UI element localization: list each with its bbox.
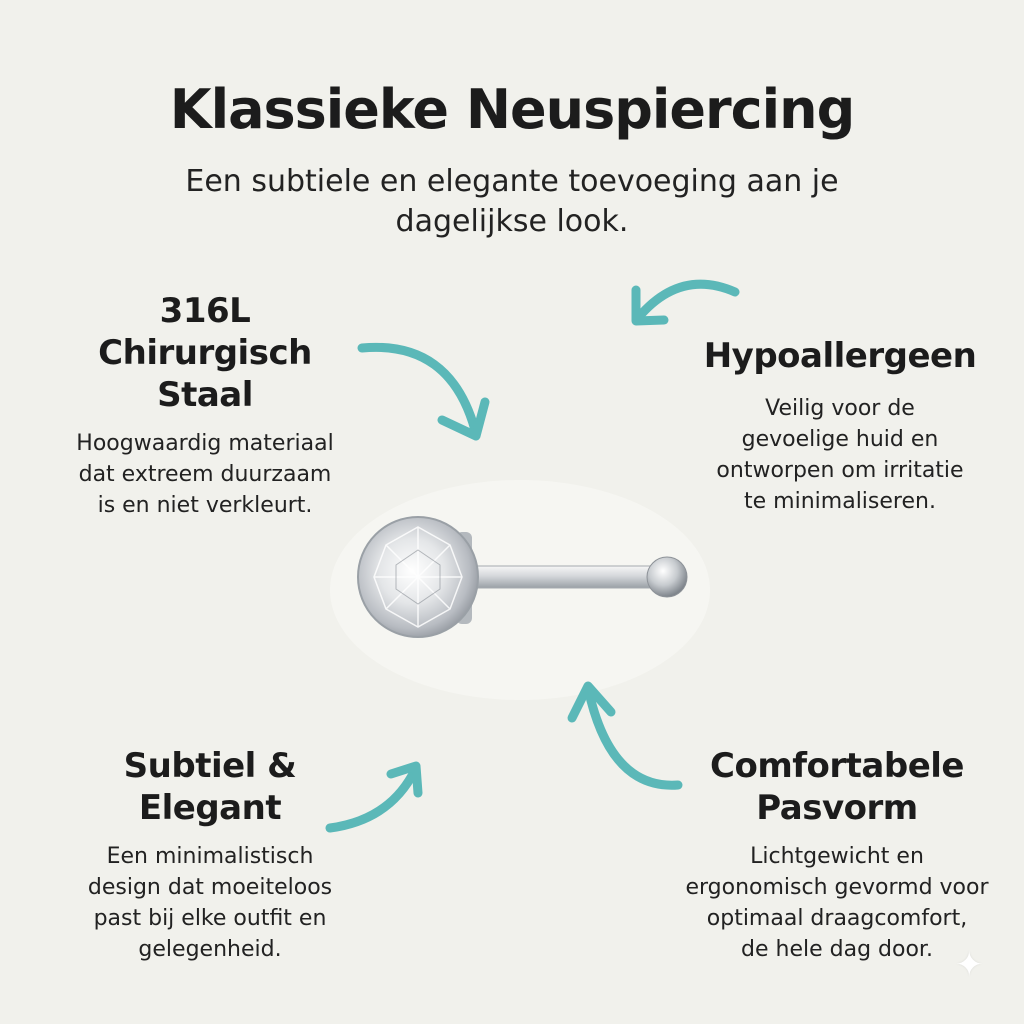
heading-line: Pasvorm bbox=[756, 788, 918, 828]
heading-line: Comfortabele bbox=[710, 746, 964, 786]
text-line: design dat moeiteloos bbox=[87, 875, 333, 900]
text-line: Veilig voor de bbox=[765, 396, 915, 421]
text-line: de hele dag door. bbox=[741, 937, 933, 962]
text-line: dat extreem duurzaam bbox=[78, 462, 332, 487]
text-line: optimaal draagcomfort, bbox=[706, 906, 968, 931]
arrow-icon bbox=[362, 347, 485, 436]
arrow-icon bbox=[330, 766, 418, 828]
sparkle-icon: ✦ bbox=[955, 945, 984, 985]
text-line: Een minimalistisch bbox=[106, 844, 314, 869]
page-subtitle: Een subtiele en elegante toevoeging aan je dagelijkse look. bbox=[185, 164, 839, 239]
text-line: Hoogwaardig materiaal bbox=[76, 431, 334, 456]
text-line: past bij elke outfit en bbox=[93, 906, 327, 931]
heading-line: 316L bbox=[159, 291, 251, 331]
text-line: Lichtgewicht en bbox=[750, 844, 924, 869]
text-line: is en niet verkleurt. bbox=[97, 493, 313, 518]
text-line: gevoelige huid en bbox=[741, 427, 939, 452]
heading-line: Subtiel & bbox=[123, 746, 297, 786]
heading-line: Elegant bbox=[138, 788, 282, 828]
text-line: te minimaliseren. bbox=[744, 489, 936, 514]
heading-line: Hypoallergeen bbox=[703, 336, 977, 376]
text-line: ontworpen om irritatie bbox=[716, 458, 964, 483]
arrow-icon bbox=[572, 686, 678, 785]
text-line: ergonomisch gevormd voor bbox=[685, 875, 989, 900]
page-title: Klassieke Neuspiercing bbox=[169, 78, 855, 141]
arrow-icon bbox=[636, 284, 735, 321]
text-line: gelegenheid. bbox=[138, 937, 282, 962]
heading-line: Staal bbox=[157, 375, 253, 415]
heading-line: Chirurgisch bbox=[98, 333, 312, 373]
